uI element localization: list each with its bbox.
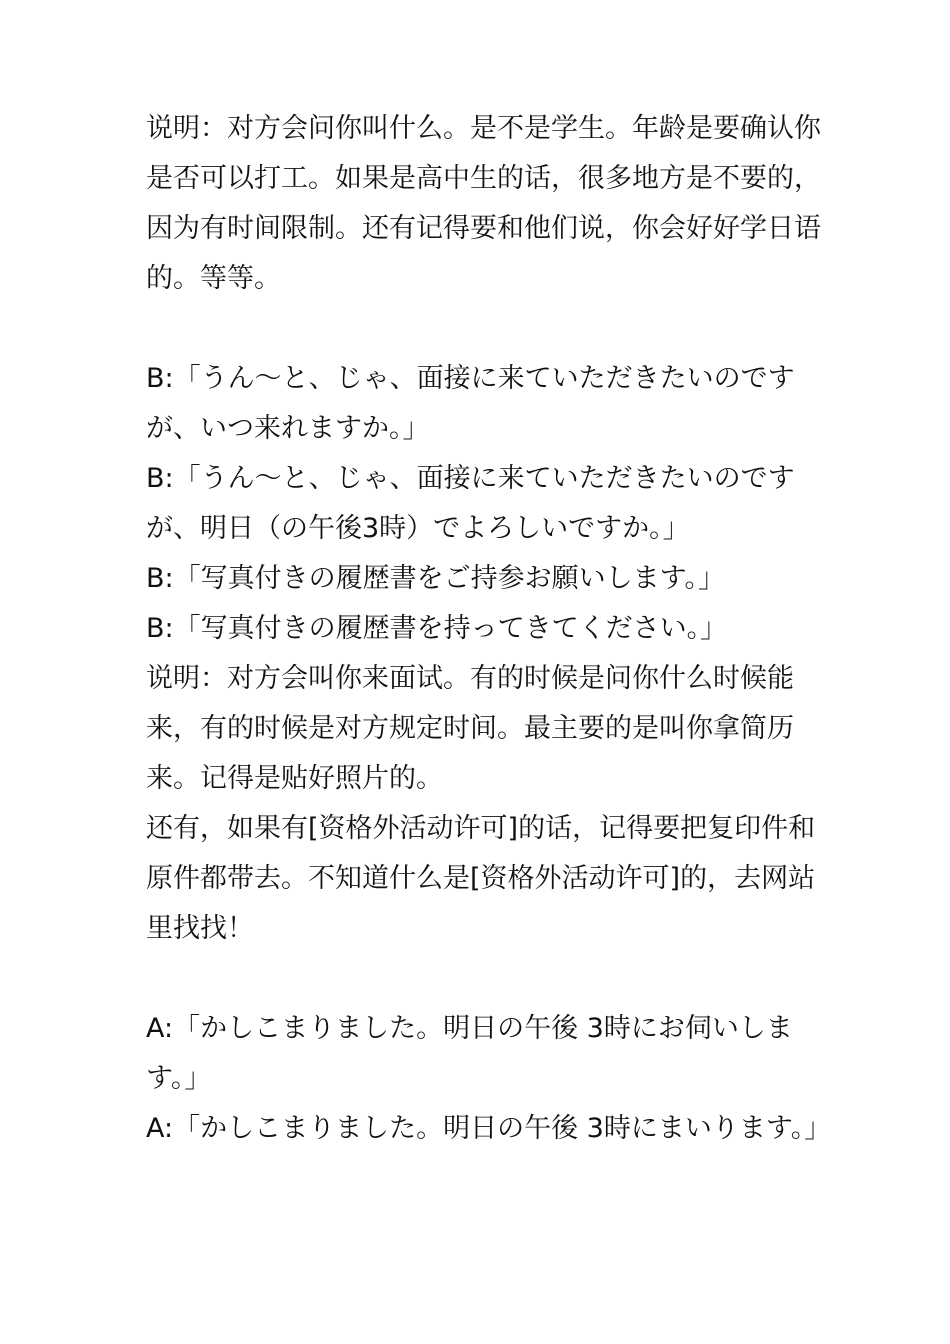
note-paragraph: 还有，如果有[资格外活动许可]的话，记得要把复印件和原件都带去。不知道什么是[资格外活动许可]的，去网站里找找！ bbox=[146, 813, 816, 944]
dialogue-line-b-4: B:「写真付きの履歴書を持ってきてください。」 bbox=[146, 613, 728, 644]
blank-line bbox=[146, 304, 826, 354]
dialogue-line-b-1: B:「うん～と、じゃ、面接に来ていただきたいのですが、いつ来れますか。」 bbox=[146, 363, 795, 444]
dialogue-line-a-2: A:「かしこまりました。明日の午後 3時にまいります。」 bbox=[146, 1113, 832, 1144]
dialogue-line-a-1: A:「かしこまりました。明日の午後 3時にお伺いします。」 bbox=[146, 1013, 793, 1094]
dialogue-line-b-2: B:「うん～と、じゃ、面接に来ていただきたいのですが、明日（の午後3時）でよろしいですか。」 bbox=[146, 463, 795, 544]
explanation-paragraph-2: 说明：对方会叫你来面试。有的时候是问你什么时候能来，有的时候是对方规定时间。最主要的是叫你拿简历来。记得是贴好照片的。 bbox=[146, 663, 794, 794]
dialogue-line-b-3: B:「写真付きの履歴書をご持参お願いします。」 bbox=[146, 563, 725, 594]
blank-line bbox=[146, 954, 826, 1004]
document-page bbox=[146, 104, 832, 1154]
explanation-paragraph-1: 说明：对方会问你叫什么。是不是学生。年龄是要确认你是否可以打工。如果是高中生的话，很多地方是不要的，因为有时间限制。还有记得要和他们说，你会好好学日语的。等等。 bbox=[146, 113, 821, 294]
